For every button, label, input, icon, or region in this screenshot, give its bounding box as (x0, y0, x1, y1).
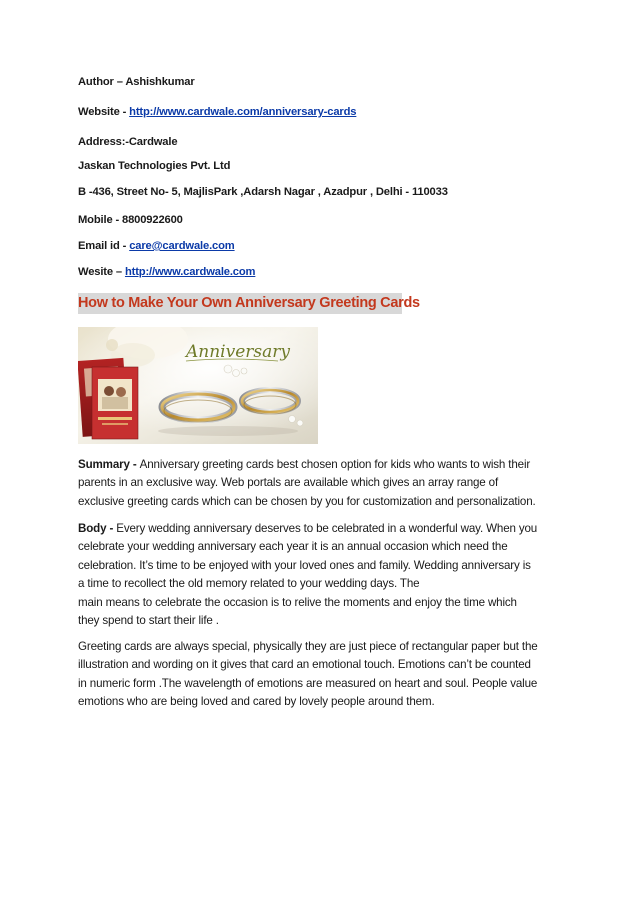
site-label: Wesite – (78, 266, 125, 278)
website-line (78, 106, 356, 118)
para-line: in numeric form .The wavelength of emotions are measured on heart and soul. People value (78, 676, 538, 690)
mobile-line: Mobile - 8800922600 (78, 214, 183, 226)
para-line: illustration and wording on it gives that card an emotional touch. Emotions can’t be counted (78, 658, 531, 672)
para-line: emotions who are being loved and cared by lovely people around them. (78, 695, 435, 709)
summary-line: parents in an exclusive way. Web portals are available which gives an array range of (78, 476, 499, 490)
email-line (78, 240, 235, 252)
article-title: How to Make Your Own Anniversary Greeting Cards (78, 293, 402, 314)
body-line: they spend to start their life . (78, 614, 219, 628)
body-line: celebration. It’s time to be enjoyed with your loved ones and family. Wedding anniversary is (78, 558, 531, 572)
body-line: main means to celebrate the occasion is to relive the moments and enjoy the time which (78, 595, 517, 609)
site-link[interactable]: http://www.cardwale.com (124, 266, 256, 278)
body-label: Body - (78, 522, 117, 535)
email-label: Email id - (78, 240, 130, 252)
banner-text: Anniversary (186, 342, 290, 362)
body-line: a time to recollect the old memory related to your wedding days. The (78, 577, 420, 591)
body-paragraph (78, 520, 562, 630)
anniversary-image (78, 327, 318, 444)
email-link[interactable]: care@cardwale.com (129, 240, 235, 252)
street-line: B -436, Street No- 5, MajlisPark ,Adarsh Nagar , Azadpur , Delhi - 110033 (78, 186, 448, 198)
author-line: Author – Ashishkumar (78, 76, 195, 88)
site-line (78, 266, 255, 278)
website-link[interactable]: http://www.cardwale.com/anniversary-cards (129, 106, 357, 118)
greeting-cards-paragraph (78, 638, 562, 712)
website-label: Website - (78, 106, 130, 118)
body-line: Every wedding anniversary deserves to be celebrated in a wonderful way. When you (116, 522, 538, 535)
address-line: Address:-Cardwale (78, 136, 178, 148)
summary-paragraph (78, 456, 562, 511)
summary-line: exclusive greeting cards which can be chosen by you for customization and personalization. (78, 494, 536, 508)
company-line: Jaskan Technologies Pvt. Ltd (78, 160, 231, 172)
body-line: celebrate your wedding anniversary each year it is an annual occasion which need the (78, 540, 508, 554)
para-line: Greeting cards are always special, physically they are just piece of rectangular paper but the (78, 640, 538, 653)
summary-line: Anniversary greeting cards best chosen option for kids who wants to wish their (139, 458, 531, 471)
summary-label: Summary - (78, 458, 140, 471)
